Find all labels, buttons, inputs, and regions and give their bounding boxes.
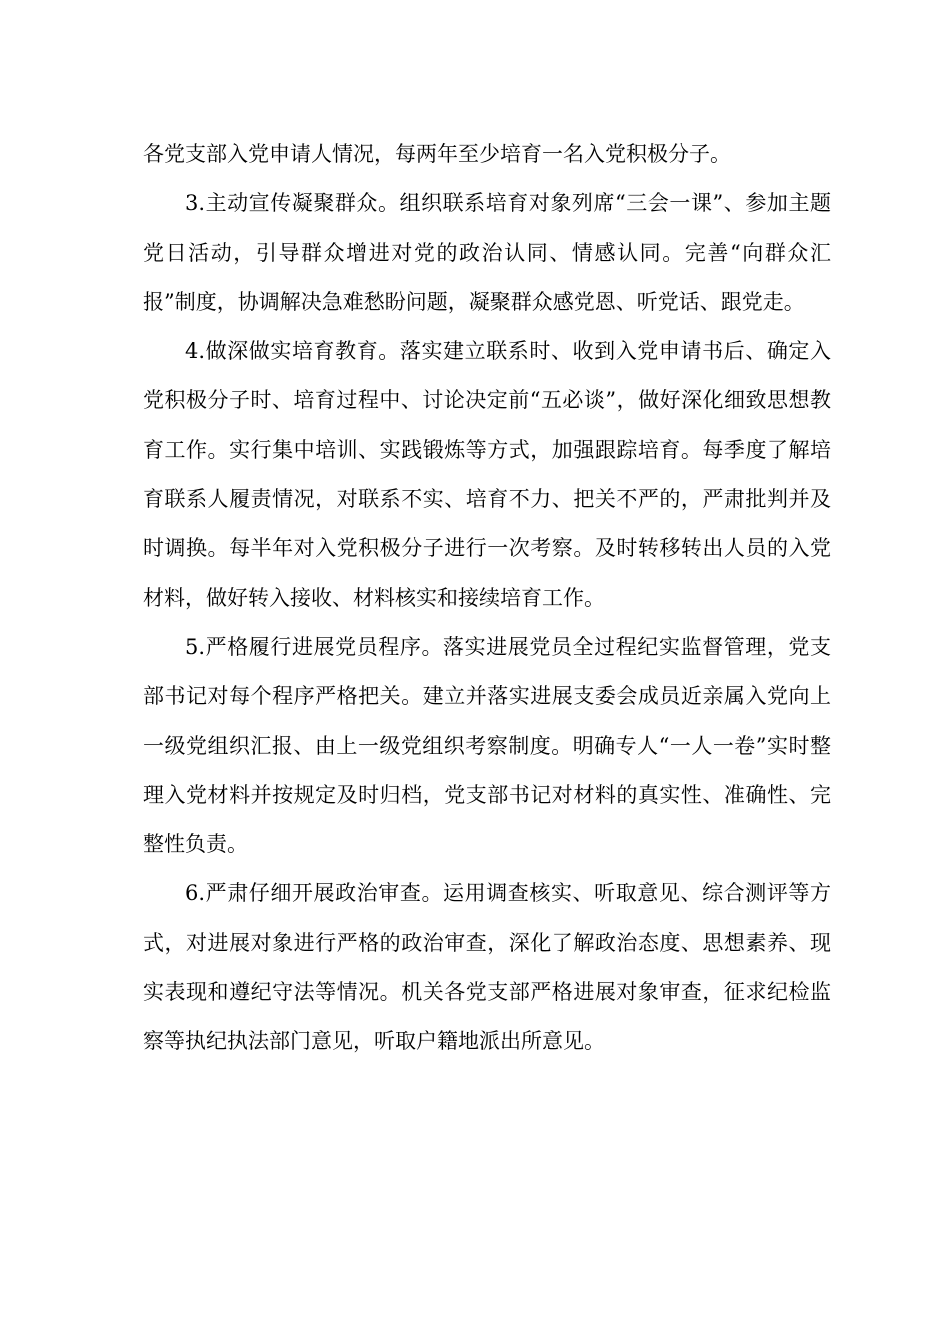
- paragraph-item-6: 6.严肃仔细开展政治审查。运用调查核实、听取意见、综合测评等方式，对进展对象进行严格的政治审查，深化了解政治态度、思想素养、现实表现和遵纪守法等情况。机关各党支部严格进展对象审查，征求纪检监察等执纪执法部门意见，听取户籍地派出所意见。: [143, 881, 831, 1054]
- paragraph-item-3: 3.主动宣传凝聚群众。组织联系培育对象列席“三会一课”、参加主题党日活动，引导群众增进对党的政治认同、情感认同。完善“向群众汇报”制度，协调解决急难愁盼问题，凝聚群众感党恩、听党话、跟党走。: [143, 191, 831, 314]
- paragraph-item-4: 4.做深做实培育教育。落实建立联系时、收到入党申请书后、确定入党积极分子时、培育过程中、讨论决定前“五必谈”，做好深化细致思想教育工作。实行集中培训、实践锻炼等方式，加强跟踪培育。每季度了解培育联系人履责情况，对联系不实、培育不力、把关不严的，严肃批判并及时调换。每半年对入党积极分子进行一次考察。及时转移转出人员的入党材料，做好转入接收、材料核实和接续培育工作。: [143, 339, 831, 610]
- paragraph-continuation: 各党支部入党申请人情况，每两年至少培育一名入党积极分子。: [143, 142, 731, 166]
- document-body: [143, 130, 831, 1067]
- paragraph-item-5: 5.严格履行进展党员程序。落实进展党员全过程纪实监督管理，党支部书记对每个程序严格把关。建立并落实进展支委会成员近亲属入党向上一级党组织汇报、由上一级党组织考察制度。明确专人“一人一卷”实时整理入党材料并按规定及时归档，党支部书记对材料的真实性、准确性、完整性负责。: [143, 634, 831, 857]
